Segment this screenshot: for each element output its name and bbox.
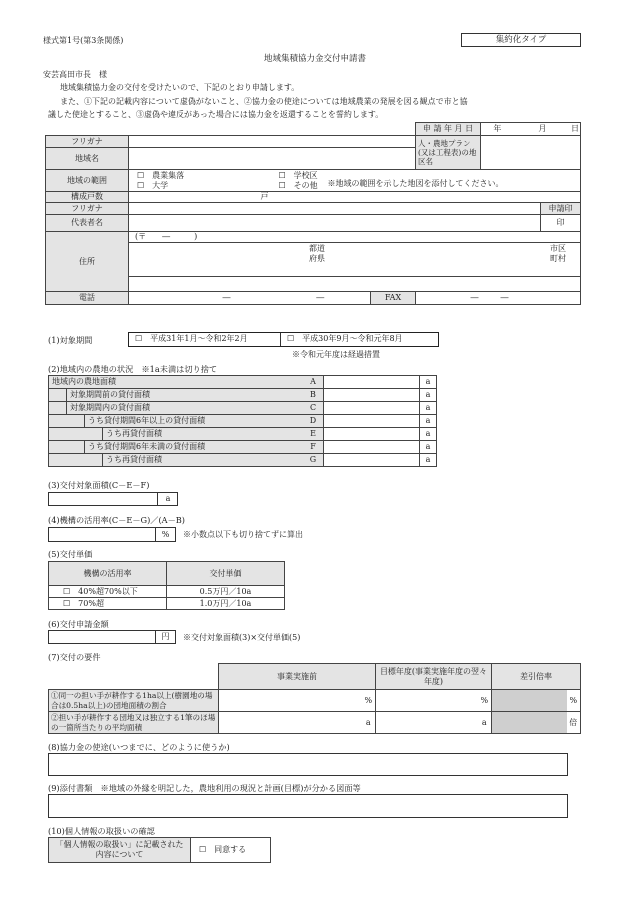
- s2-row-name: うち再貸付面積: [106, 429, 162, 438]
- s2-row-name: 対象期間前の貸付面積: [70, 390, 150, 399]
- s2-row-unit: a: [420, 389, 437, 402]
- s7-row1-label: ①同一の担い手が耕作する1ha以上(樹園地の場合は0.5ha以上)の団地面積の割合: [49, 690, 219, 712]
- s2-row-value-field[interactable]: [324, 441, 420, 454]
- s3-unit: a: [157, 493, 178, 505]
- s2-row-unit: a: [420, 428, 437, 441]
- city-line1: 市区: [550, 244, 566, 253]
- s5-row2-rate[interactable]: ☐ 70%超: [49, 598, 167, 610]
- s7-row1-before-unit: %: [362, 690, 376, 712]
- s7-requirements-table: [48, 663, 581, 734]
- s7-row2-before-field[interactable]: [219, 712, 362, 734]
- date-month[interactable]: 月: [538, 124, 547, 133]
- s2-table-grid: [48, 375, 437, 467]
- s2-row-value-field[interactable]: [324, 389, 420, 402]
- table-row: [49, 376, 437, 389]
- s7-row2-target-field[interactable]: [376, 712, 478, 734]
- table-row: [49, 441, 437, 454]
- table-row: [49, 389, 437, 402]
- s10-privacy-label: 「個人情報の取扱い」に記載された内容について: [49, 838, 191, 863]
- fax-dash-1[interactable]: ―: [416, 292, 481, 305]
- s2-row-code: F: [310, 442, 316, 451]
- s10-privacy-table: [48, 837, 271, 863]
- rep-furigana-field[interactable]: [129, 203, 541, 215]
- s7-row2-diff-unit: 倍: [567, 712, 581, 734]
- furigana-label: フリガナ: [46, 136, 129, 148]
- intro-line-1: 地域集積協力金の交付を受けたいので、下記のとおり申請します。: [60, 83, 300, 92]
- s5-label: (5)交付単価: [48, 549, 93, 559]
- date-year[interactable]: 年: [493, 124, 502, 133]
- plan-label: 人・農地プラン(又は工程表)の地区名: [416, 136, 481, 170]
- s2-row-unit: a: [420, 415, 437, 428]
- s7-header-diff: 差引倍率: [492, 664, 581, 690]
- s2-row-name: うち再貸付面積: [106, 455, 162, 464]
- s2-row-value-field[interactable]: [324, 428, 420, 441]
- prefecture-line2: 府県: [309, 254, 325, 263]
- s7-row1-target-field[interactable]: [376, 690, 478, 712]
- area-name-field[interactable]: [129, 148, 416, 170]
- s2-row-code: B: [310, 390, 316, 399]
- s6-unit: 円: [155, 631, 175, 643]
- rep-furigana-label: フリガナ: [46, 203, 129, 215]
- s2-land-table: [48, 375, 436, 467]
- s2-row-value-field[interactable]: [324, 415, 420, 428]
- s5-unit-price-table: [48, 561, 285, 610]
- s9-attachments-field[interactable]: [48, 794, 568, 818]
- phone-dash-1[interactable]: ―: [129, 292, 271, 305]
- scope-note: ※地域の範囲を示した地図を添付してください。: [326, 170, 581, 192]
- s1-period-options: [128, 332, 439, 347]
- date-label: 申 請 年 月 日: [416, 123, 481, 136]
- scope-option-university[interactable]: ☐ 大学: [137, 180, 169, 190]
- s7-header-before: 事業実施前: [219, 664, 376, 690]
- s5-row1-price: 0.5万円／10a: [167, 586, 285, 598]
- s5-header-rate: 機構の活用率: [49, 562, 167, 586]
- s1-option-a[interactable]: ☐ 平成31年1月～令和2年2月: [129, 333, 281, 346]
- table-row: [49, 454, 437, 467]
- s7-row1-diff-field[interactable]: [492, 690, 567, 712]
- s3-label: (3)交付対象面積(C－E－F): [48, 480, 150, 490]
- table-row: [49, 402, 437, 415]
- scope-option-other[interactable]: ☐ その他: [278, 180, 318, 190]
- s2-row-name: 地域内の農地面積: [52, 377, 116, 386]
- city-line2: 町村: [550, 254, 566, 263]
- s6-amount-field[interactable]: [48, 630, 176, 644]
- households-unit: 戸: [129, 192, 271, 203]
- rep-name-field[interactable]: [129, 215, 541, 232]
- fax-dash-2[interactable]: ―: [481, 292, 581, 305]
- s7-row2-label: ②担い手が耕作する団地又は独立する1筆のほ場の一箇所当たりの平均面積: [49, 712, 219, 734]
- s2-row-value-field[interactable]: [324, 454, 420, 467]
- s2-row-name: うち貸付期間6年以上の貸付面積: [88, 416, 206, 425]
- table-row: [49, 428, 437, 441]
- s2-row-code: G: [309, 455, 317, 464]
- s2-row-unit: a: [420, 454, 437, 467]
- phone-label: 電話: [46, 292, 129, 305]
- s4-rate-field[interactable]: [48, 527, 176, 542]
- intro-line-2: また、①下記の記載内容について虚偽がないこと、②協力金の使途については地域農業の発展を図る観点で市と協: [60, 97, 468, 106]
- rep-name-label: 代表者名: [46, 215, 129, 232]
- s4-note: ※小数点以下も切り捨てずに算出: [183, 530, 303, 539]
- s2-row-name: うち貸付期間6年未満の貸付面積: [88, 442, 206, 451]
- prefecture-line1: 都道: [309, 244, 325, 253]
- s2-row-code: A: [310, 377, 316, 386]
- s8-usage-field[interactable]: [48, 753, 568, 776]
- households-label: 構成戸数: [46, 192, 129, 203]
- s10-label: (10)個人情報の取扱いの確認: [48, 826, 155, 836]
- fax-label: FAX: [371, 292, 416, 305]
- s7-label: (7)交付の要件: [48, 652, 101, 662]
- s5-row1-rate[interactable]: ☐ 40%超70%以下: [49, 586, 167, 598]
- s2-row-code: E: [310, 429, 316, 438]
- seal-label: 申請印: [541, 203, 581, 215]
- s2-row-value-field[interactable]: [324, 402, 420, 415]
- s2-label: (2)地域内の農地の状況 ※1a未満は切り捨て: [48, 364, 218, 374]
- s1-option-b[interactable]: ☐ 平成30年9月～令和元年8月: [287, 334, 403, 343]
- s7-row2-target-unit: a: [478, 712, 492, 734]
- scope-label: 地域の範囲: [46, 170, 129, 192]
- s7-row1-target-unit: %: [478, 690, 492, 712]
- s2-row-unit: a: [420, 376, 437, 389]
- s2-row-code: D: [309, 416, 317, 425]
- s7-row1-diff-unit: %: [567, 690, 581, 712]
- s9-label: (9)添付書類 ※地域の外縁を明記した，農地利用の現況と計画(目標)が分かる図面等: [48, 783, 361, 793]
- s8-label: (8)協力金の使途(いつまでに、どのように使うか): [48, 742, 230, 752]
- table-row: [49, 415, 437, 428]
- s4-label: (4)機構の活用率(C－E－G)／(A－B): [48, 515, 185, 525]
- s10-agree-checkbox[interactable]: ☐ 同意する: [191, 838, 271, 863]
- s5-header-price: 交付単価: [167, 562, 285, 586]
- s1-note: ※令和元年度は経過措置: [292, 350, 380, 359]
- s2-row-unit: a: [420, 441, 437, 454]
- s5-row2-price: 1.0万円／10a: [167, 598, 285, 610]
- s4-unit: %: [155, 528, 175, 541]
- households-field[interactable]: [271, 192, 581, 203]
- area-name-label: 地域名: [46, 148, 129, 170]
- s7-row1-before-field[interactable]: [219, 690, 362, 712]
- s6-note: ※交付対象面積(3)×交付単価(5): [183, 633, 301, 642]
- page-title: 地域集積協力金交付申請書: [263, 54, 366, 64]
- postal-code[interactable]: (〒 ― ): [135, 232, 198, 241]
- s2-row-unit: a: [420, 402, 437, 415]
- form-number: 様式第1号(第3条関係): [43, 36, 124, 45]
- s2-row-code: C: [309, 403, 317, 412]
- s2-row-name: 対象期間内の貸付面積: [70, 403, 150, 412]
- intro-line-3: 議した使途とすること、③虚偽や違反があった場合には協力金を返還することを誓約します。: [48, 110, 384, 119]
- s7-row2-diff-field[interactable]: [492, 712, 567, 734]
- s6-label: (6)交付申請金額: [48, 619, 109, 629]
- address-field[interactable]: [129, 232, 581, 292]
- s2-row-value-field[interactable]: [324, 376, 420, 389]
- applicant-info-table: [45, 122, 581, 305]
- scope-option-village[interactable]: ☐ 農業集落: [137, 170, 185, 180]
- s7-header-target: 目標年度(事業実施年度の翌々年度): [376, 664, 492, 690]
- type-badge: 集約化タイプ: [461, 33, 581, 47]
- s1-label: (1)対象期間: [48, 335, 93, 345]
- plan-name-field[interactable]: [481, 136, 581, 170]
- s3-area-field[interactable]: [48, 492, 178, 506]
- s7-row2-before-unit: a: [362, 712, 376, 734]
- date-day[interactable]: 日: [570, 124, 579, 133]
- phone-dash-2[interactable]: ―: [271, 292, 371, 305]
- scope-option-school[interactable]: ☐ 学校区: [278, 170, 318, 180]
- seal-mark: 印: [541, 215, 581, 232]
- address-label: 住所: [46, 232, 129, 292]
- addressee: 安芸高田市長 様: [43, 70, 107, 79]
- area-furigana-field[interactable]: [129, 136, 416, 148]
